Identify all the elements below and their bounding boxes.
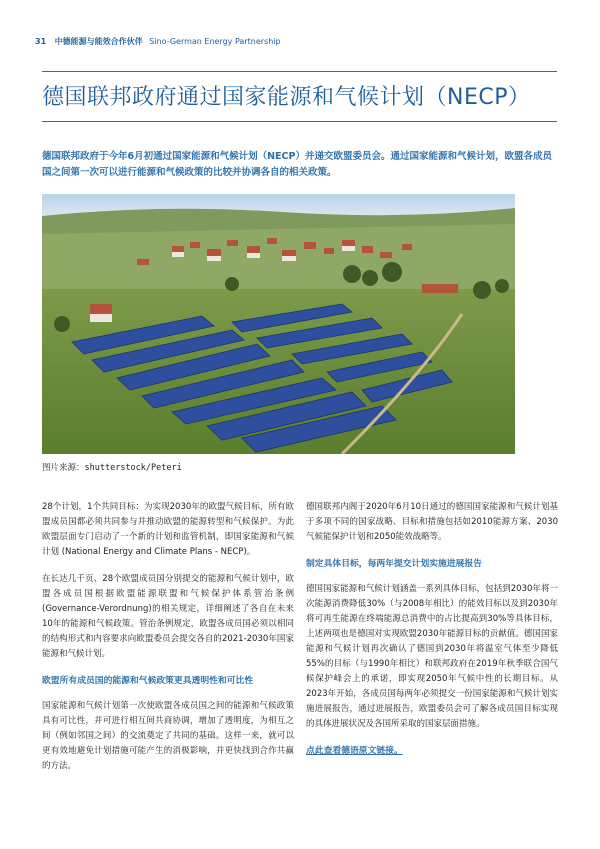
left-column (42, 500, 294, 786)
photo-caption: 图片来源：shutterstock/Peteri (42, 463, 182, 473)
title-bottom-rule (42, 121, 557, 122)
left-subheading: 欧盟所有成员国的能源和气候政策更具透明性和可比性 (42, 676, 254, 686)
page-header (35, 36, 281, 47)
left-paragraph-1: 28个计划，1个共同目标：为实现2030年的欧盟气候目标，所有欧盟成员国都必须共同参与并推动欧盟的能源转型和气候保护。为此欧盟层面专门启动了一个新的计划和监管机制，即国家能源和气候计划 (National Energy and Climate Plans - NECP)。 (42, 502, 294, 557)
lead-paragraph: 德国联邦政府于今年6月初通过国家能源和气候计划（NECP）并递交欧盟委员会。通过国家能源和气候计划，欧盟各成员国之间第一次可以进行能源和气候政策的比较并协调各自的相关政策。 (42, 151, 552, 178)
solar-park-photo (42, 194, 515, 454)
title-top-rule (42, 71, 557, 72)
right-paragraph-1: 德国联邦内阁于2020年6月10日通过的德国国家能源和气候计划基于多项不同的国家战略、目标和措施包括如2010能源方案、2030气候能保护计划和2050能效战略等。 (306, 502, 558, 542)
left-paragraph-2: 在长达几千页、28个欧盟成员国分别提交的能源和气候计划中，欧盟各成员国根据欧盟能源联盟和气候保护体系管治条例(Governance-Verordnung)的相关规定，详细阐述了各自在未来10年的能源和气候政策。管治条例规定，欧盟各成员国必须以相同的结构形式和内容要求向欧盟委员会提交各自的2021-2030年国家能源和气候计划。 (42, 574, 294, 659)
right-column (306, 500, 558, 759)
original-text-link[interactable]: 点此查看德语原文链接。 (306, 746, 403, 756)
page-title: 德国联邦政府通过国家能源和气候计划（NECP） (42, 85, 531, 110)
publication-cn-label: 中德能源与能效合作伙伴 (54, 37, 143, 46)
page-number: 31 (35, 37, 47, 46)
right-subheading: 制定具体目标，每两年提交计划实施进展报告 (306, 559, 482, 569)
right-paragraph-2: 德国国家能源和气候计划涵盖一系列具体目标，包括到2030年将一次能源消费降低30%（与2008年相比）的能效目标以及到2030年将可再生能源在终端能源总消费中的占比提高到30%等具体目标，上述两项也是德国对实现欧盟2030年能源目标的贡献值。德国国家能源和气候计划再次确认了德国到2030年将温室气体至少降低55%的目标（与1990年相比）和联邦政府在2019年秋季联合国气候保护峰会上的承诺，即实现2050年气候中性的长期目标。从2023年开始，各成员国每两年必须提交一份国家能源和气候计划实施进展报告，通过进展报告，欧盟委员会可了解各成员国目标实现的具体进展状况及各国所采取的国家层面措施。 (306, 584, 558, 729)
solar-park-photo-image (42, 194, 515, 454)
left-paragraph-3: 国家能源和气候计划第一次使欧盟各成员国之间的能源和气候政策具有可比性，并可进行相互间共商协调，增加了透明度，为相互之间（例如邻国之间）的交流奠定了共同的基础。这样一来，就可以更有效地避免计划措施可能产生的消极影响，并更快找到合作共赢的方法。 (42, 701, 294, 771)
publication-en-label: Sino-German Energy Partnership (149, 37, 281, 46)
